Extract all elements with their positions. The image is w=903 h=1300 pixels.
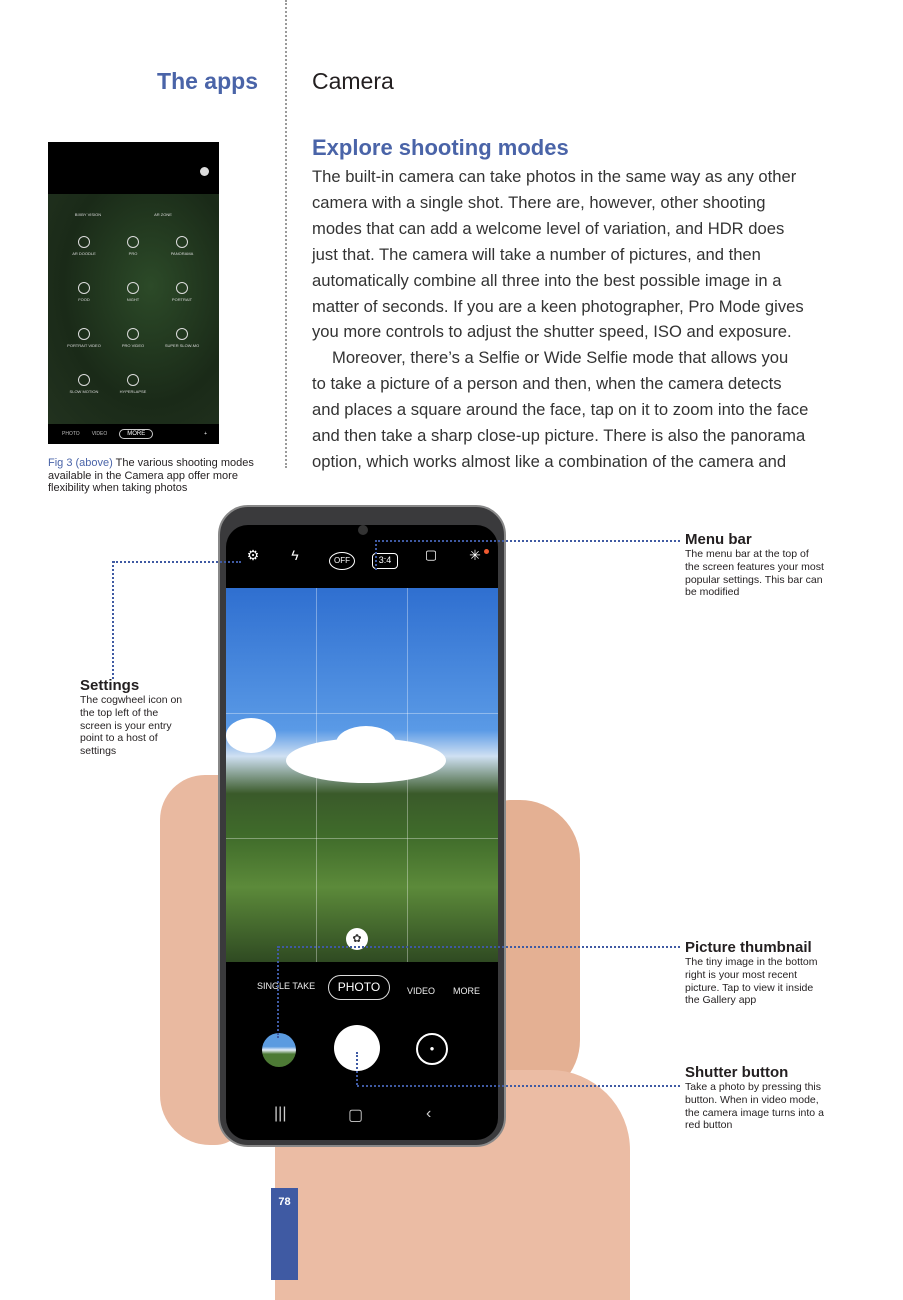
shutter-leader [357, 1085, 680, 1087]
mode-item: PANORAMA [162, 236, 202, 256]
settings-icon[interactable]: ⚙ [246, 547, 260, 563]
flash-off-icon[interactable]: ϟ [291, 547, 299, 563]
body-line: you more controls to adjust the shutter speed, ISO and exposure. [312, 322, 792, 342]
page-number: 78 [271, 1188, 298, 1280]
filters-icon[interactable]: ✳ [469, 547, 481, 563]
switch-camera-icon[interactable]: ● [416, 1033, 448, 1065]
column-divider [285, 0, 287, 468]
callout-menu-bar: Menu bar The menu bar at the top of the screen features your most popular settings. This bar can be modified [685, 531, 824, 599]
body-line: and then take a sharp close-up picture. There is also the panorama [312, 426, 806, 446]
motion-photo-icon[interactable]: ▢ [424, 547, 438, 562]
home-icon[interactable]: ▢ [348, 1107, 364, 1124]
mode-item: PORTRAIT VIDEO [64, 328, 104, 348]
callout-settings: Settings The cogwheel icon on the top left of the screen is your entry point to a host of settings [80, 677, 183, 758]
body-line: option, which works almost like a combination of the camera and [312, 451, 787, 471]
video-tab: VIDEO [91, 431, 108, 437]
callout-shutter-button: Shutter button Take a photo by pressing this button. When in video mode, the camera image turns into a red button [685, 1064, 824, 1132]
mode-item: AR DOODLE [64, 236, 104, 256]
mode-video[interactable]: VIDEO [407, 986, 436, 996]
mode-single-take[interactable]: SINGLE TAKE [257, 981, 316, 991]
mode-item: PRO VIDEO [113, 328, 153, 348]
mode-more[interactable]: MORE [453, 986, 480, 996]
photo-tab: PHOTO [62, 431, 80, 437]
body-line: just that. The camera will take a number of pictures, and then [312, 244, 761, 264]
mode-item: PRO [113, 236, 153, 256]
thumbnail-leader-v [277, 946, 279, 1038]
body-line: The built-in camera can take photos in the same way as any other [312, 167, 797, 186]
phone-screen [226, 525, 498, 1140]
timer-icon[interactable]: OFF [329, 552, 355, 570]
mode-item: NIGHT [113, 282, 153, 302]
picture-thumbnail[interactable] [262, 1033, 296, 1067]
body-line: to take a picture of a person and then, when the camera detects [312, 374, 782, 394]
mode-item: FOOD [64, 282, 104, 302]
mode-photo[interactable]: PHOTO [328, 975, 390, 1000]
chapter-title: Camera [312, 68, 394, 94]
ar-zone-link: AR ZONE [154, 212, 172, 217]
body-line: Moreover, there’s a Selfie or Wide Selfie mode that allows you [332, 348, 789, 368]
bixby-vision-link: BIXBY VISION [74, 212, 102, 217]
body-line: modes that can add a welcome level of variation, and HDR does [312, 218, 785, 238]
mode-item: HYPERLAPSE [113, 374, 153, 394]
settings-leader [113, 561, 241, 563]
recent-apps-icon[interactable]: ||| [274, 1105, 287, 1122]
shutter-leader-v [356, 1052, 358, 1085]
mode-item: PORTRAIT [162, 282, 202, 302]
callout-picture-thumbnail: Picture thumbnail The tiny image in the bottom right is your most recent picture. Tap to view it inside the Gallery app [685, 939, 818, 1007]
shooting-modes-screenshot [48, 142, 219, 444]
notification-dot [484, 549, 489, 554]
add-icon: + [204, 431, 207, 437]
more-tab: MORE [119, 429, 153, 439]
settings-leader-v [112, 561, 114, 679]
front-camera [358, 525, 368, 535]
body-line: camera with a single shot. There are, however, other shooting [312, 192, 766, 212]
mode-item: SLOW MOTION [64, 374, 104, 394]
camera-viewfinder [226, 588, 498, 962]
ratio-icon[interactable]: 3:4 [372, 553, 398, 569]
body-line: matter of seconds. If you are a keen photographer, Pro Mode gives [312, 296, 804, 316]
help-icon [200, 167, 209, 176]
figure-caption: Fig 3 (above) The various shooting modes available in the Camera app offer more flexibility when taking photos [48, 457, 254, 494]
section-title: The apps [157, 68, 258, 94]
article-heading: Explore shooting modes [312, 135, 569, 160]
menu-bar-leader [375, 540, 680, 542]
article-body [312, 164, 832, 475]
menu-bar-leader-v [375, 540, 377, 570]
scene-optimizer-icon[interactable]: ✿ [346, 928, 368, 950]
back-icon[interactable]: ‹ [426, 1105, 432, 1122]
body-line: automatically combine all three into the best possible image in a [312, 270, 782, 290]
thumbnail-leader [278, 946, 680, 948]
body-line: and places a square around the face, tap on it to zoom into the face [312, 400, 809, 420]
mode-item: SUPER SLOW-MO [162, 328, 202, 348]
